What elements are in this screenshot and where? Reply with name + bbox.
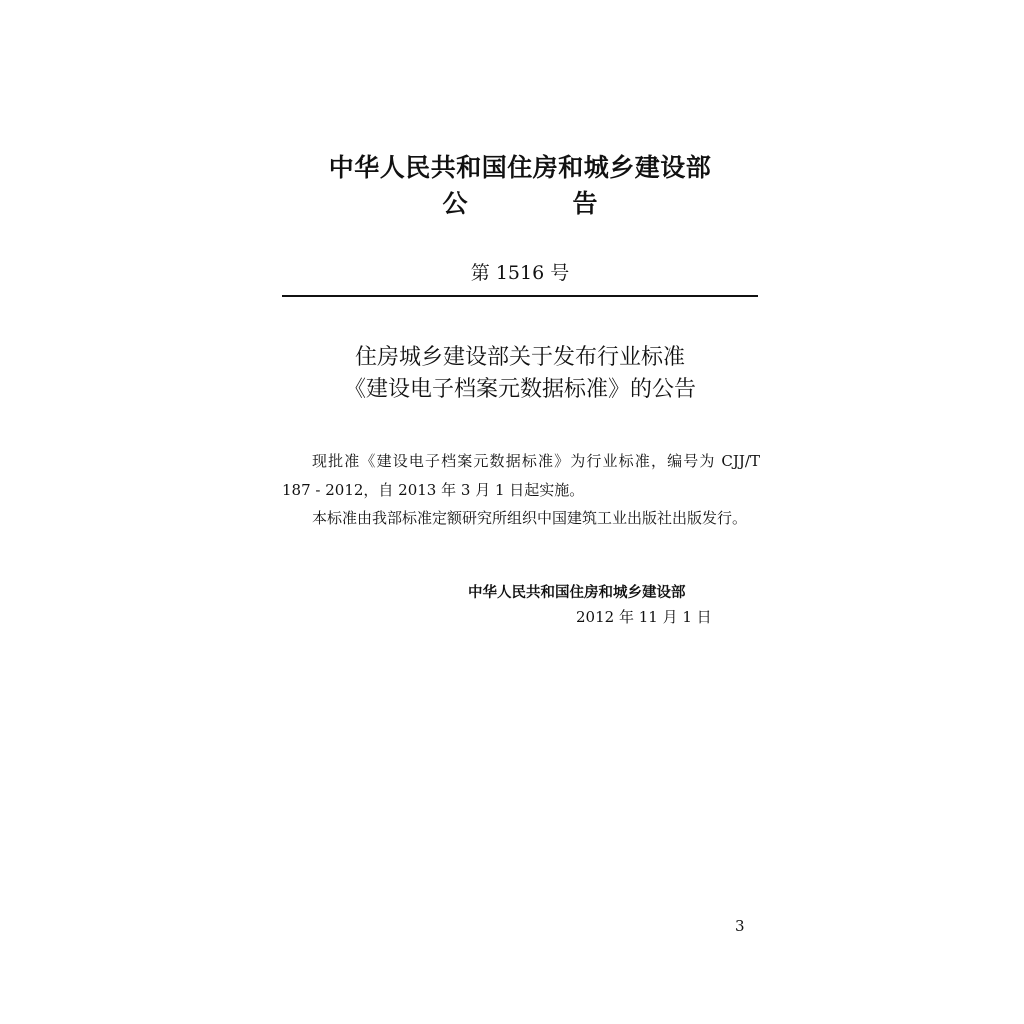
ministry-title: 中华人民共和国住房和城乡建设部 (328, 153, 712, 182)
subject-line-1: 住房城乡建设部关于发布行业标准 (354, 345, 685, 370)
notice-title: 公 告 (442, 189, 638, 218)
notice-subject (0, 342, 1024, 406)
page-number: 3 (735, 917, 745, 935)
body-paragraph-1: 现批准《建设电子档案元数据标准》为行业标准，编号为 CJJ/T 187 - 2012，自 2013 年 3 月 1 日起实施。 (282, 452, 760, 499)
signature-organization: 中华人民共和国住房和城乡建设部 (468, 585, 686, 601)
header-divider (282, 295, 758, 297)
notice-body (282, 447, 760, 533)
notice-number: 第 1516 号 (470, 262, 570, 284)
body-paragraph-2: 本标准由我部标准定额研究所组织中国建筑工业出版社出版发行。 (312, 509, 748, 527)
signature-date: 2012 年 11 月 1 日 (576, 608, 712, 626)
subject-line-2: 《建设电子档案元数据标准》的公告 (343, 377, 696, 402)
